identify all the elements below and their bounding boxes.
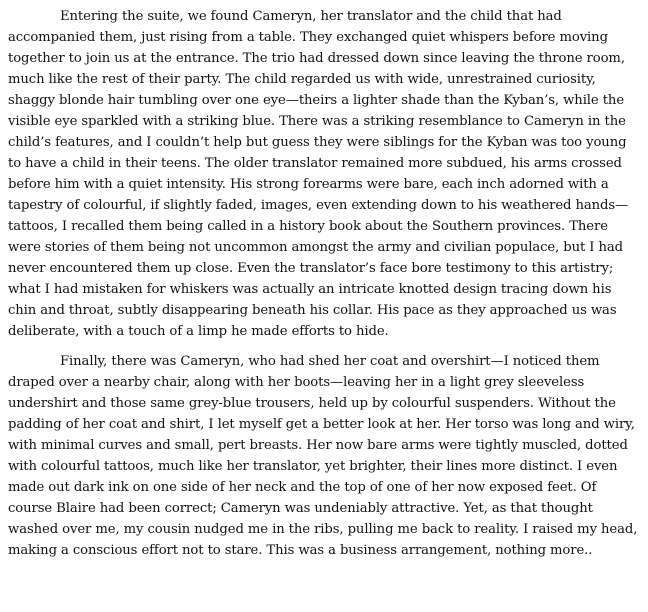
paragraph-suite-entrance: Entering the suite, we found Cameryn, her translator and the child that had accompanied them, just rising from a table. They exchanged quiet whispers before moving together to join us at the entrance. The trio had dressed down since leaving the throne room, much like the rest of their party. The child regarded us with wide, unrestrained curiosity, shaggy blonde hair tumbling over one eye—theirs a lighter shade than the Kyban’s, while the visible eye sparkled with a striking blue. There was a striking resemblance to Cameryn in the child’s features, and I couldn’t help but guess they were siblings for the Kyban was too young to have a child in their teens. The older translator remained more subdued, his arms crossed before him with a quiet intensity. His strong forearms were bare, each inch adorned with a tapestry of colourful, if slightly faded, images, even extending down to his weathered hands—tattoos, I recalled them being called in a history book about the Southern provinces. There were stories of them being not uncommon amongst the army and civilian populace, but I had never encountered them up close. Even the translator’s face bore testimony to this artistry; what I had mistaken for whiskers was actually an intricate knotted design tracing down his chin and throat, subtly disappearing beneath his collar. His pace as they approached us was deliberate, with a touch of a limp he made efforts to hide. bbox=[8, 9, 629, 339]
paragraph-cameryn-description: Finally, there was Cameryn, who had shed her coat and overshirt—I noticed them draped over a nearby chair, along with her boots—leaving her in a light grey sleeveless undershirt and those same grey-blue trousers, held up by colourful suspenders. Without the padding of her coat and shirt, I let myself get a better look at her. Her torso was long and wiry, with minimal curves and small, pert breasts. Her now bare arms were tightly muscled, dotted with colourful tattoos, much like her translator, yet brighter, their lines more distinct. I even made out dark ink on one side of her neck and the top of one of her now exposed feet. Of course Blaire had been correct; Cameryn was undeniably attractive. Yet, as that thought washed over me, my cousin nudged me in the ribs, pulling me back to reality. I raised my head, making a conscious effort not to stare. This was a business arrangement, nothing more.. bbox=[8, 354, 638, 558]
